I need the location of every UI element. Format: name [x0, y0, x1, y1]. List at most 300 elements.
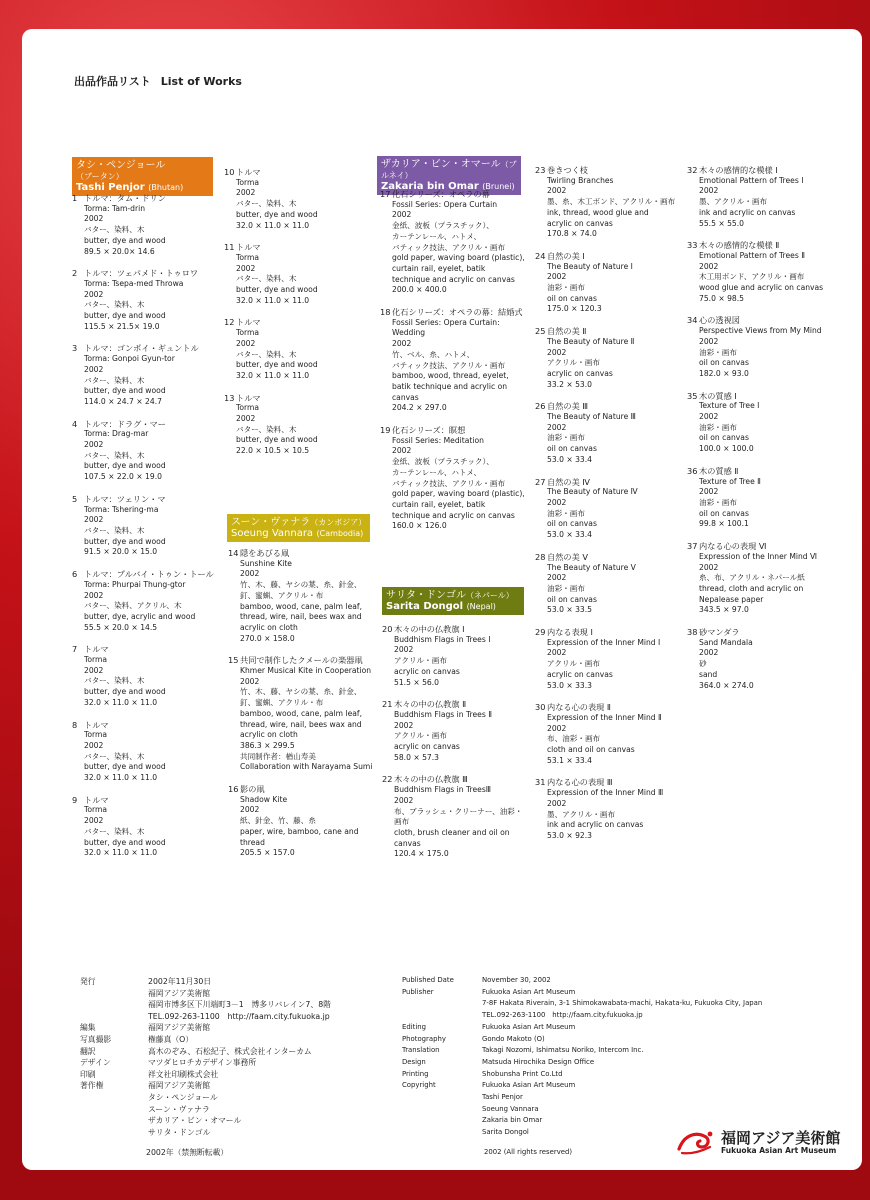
work-detail-line: 共同制作者：楢山寿美 [240, 751, 316, 761]
colophon-value: Soeung Vannara [482, 1104, 539, 1113]
work-detail-line: バター、染料、木 [84, 525, 145, 535]
work-number: 33 [687, 240, 698, 251]
work-detail-line: curtain rail, eyelet, batik [392, 263, 486, 273]
colophon-row [80, 1022, 331, 1034]
work-number: 30 [535, 702, 546, 713]
museum-logo-icon [676, 1127, 718, 1157]
colophon-row [402, 1104, 762, 1116]
work-detail-line: 53.0 × 33.4 [547, 454, 593, 464]
work-title-jp: トルマ [236, 392, 261, 403]
work-detail-line: Fossil Series: Opera Curtain: [392, 317, 500, 327]
work-detail-line: Torma [236, 328, 260, 338]
work-title-jp: トルマ：ツェパメド・トゥロワ [84, 268, 199, 279]
museum-logo-en: Fukuoka Asian Art Museum [721, 1145, 837, 1155]
work-detail-line: oil on canvas [699, 508, 749, 518]
work-detail-line: thread, wire, nail, bees wax and [240, 719, 362, 729]
work-number: 26 [535, 401, 546, 412]
work-detail-line: Torma: Phurpai Thung-gtor [84, 579, 186, 589]
work-detail-line: 2002 [699, 487, 719, 497]
work-number: 11 [224, 242, 235, 253]
colophon-label [80, 1127, 148, 1139]
work-detail-line: 170.8 × 74.0 [547, 229, 597, 239]
work-title-jp: トルマ：プルバイ・トゥン・トール [84, 569, 214, 580]
work-detail-line: butter, dye and wood [84, 311, 166, 321]
work-item [382, 774, 522, 860]
colophon-label: Copyright [402, 1081, 436, 1090]
artist-country-jp: （ブータン） [76, 172, 124, 181]
work-detail-line: カーテンレール、ハトメ、 [392, 467, 482, 477]
work-item [535, 401, 675, 465]
work-detail-line: Torma [84, 655, 108, 665]
artist-name-en: Sarita Dongol [386, 601, 464, 612]
work-number: 4 [72, 418, 78, 429]
work-title-jp: 木々の感情的な模様 Ⅱ [699, 240, 780, 251]
work-detail-line: 58.0 × 57.3 [394, 752, 440, 762]
colophon-value: Fukuoka Asian Art Museum [482, 987, 576, 996]
work-detail-line: 墨、糸、木工ボンド、アクリル・画布 [547, 197, 676, 207]
colophon-label [80, 1115, 148, 1127]
colophon-value: Zakaria bin Omar [482, 1116, 543, 1125]
work-title-jp: 内なる心の表現 Ⅱ [547, 702, 611, 713]
work-detail-line: thread, cloth and acrylic on [699, 583, 804, 593]
work-detail-line: バティック技法、アクリル・画布 [392, 360, 506, 370]
work-detail-line: thread, wire, nail, bees wax and [240, 612, 362, 622]
colophon-value: ザカリア・ビン・オマール [148, 1116, 242, 1126]
works-column-5 [687, 165, 823, 702]
work-detail-line: oil on canvas [547, 293, 597, 303]
work-detail-line: butter, dye and wood [84, 386, 166, 396]
work-detail-line: 107.5 × 22.0 × 19.0 [84, 472, 162, 482]
work-detail-line: 2002 [84, 665, 104, 675]
work-item [224, 167, 318, 231]
colophon-value: 福岡アジア美術館 [148, 1023, 211, 1033]
work-detail-line: ink and acrylic on canvas [547, 820, 644, 830]
work-number: 28 [535, 551, 546, 562]
work-detail-line: 2002 [699, 648, 719, 658]
work-detail-line: Nepalease paper [699, 594, 764, 604]
work-detail-line: 53.0 × 33.5 [547, 605, 593, 615]
work-title-jp: 共同で制作したクメールの楽器凧 [240, 655, 363, 666]
work-item [228, 548, 372, 644]
work-item [72, 494, 214, 558]
work-detail-line: バター、染料、木 [84, 300, 145, 310]
colophon-row [402, 1080, 762, 1092]
work-item [535, 165, 675, 240]
work-item [224, 242, 318, 306]
work-detail-line: The Beauty of Nature Ⅳ [547, 487, 638, 497]
work-detail-line: バター、染料、木 [84, 826, 145, 836]
work-number: 12 [224, 317, 235, 328]
work-detail-line: 99.8 × 100.1 [699, 519, 749, 529]
work-detail-line: 墨、アクリル・画布 [547, 809, 616, 819]
work-detail-line: Emotional Pattern of Trees Ⅰ [699, 175, 804, 185]
work-detail-line: 2002 [547, 573, 567, 583]
artist-country-jp: （ブルネイ） [381, 160, 517, 180]
colophon-row [80, 1034, 331, 1046]
work-detail-line: 2002 [240, 569, 260, 579]
work-detail-line: technique and acrylic on canvas [392, 274, 515, 284]
artist-country-en: (Nepal) [466, 602, 496, 611]
colophon-label [402, 1127, 482, 1139]
colophon-label [80, 988, 148, 1000]
work-detail-line: 32.0 × 11.0 × 11.0 [236, 370, 310, 380]
work-detail-line: 75.0 × 98.5 [699, 293, 745, 303]
work-detail-line: 油彩・画布 [699, 422, 737, 432]
work-detail-line: acrylic on canvas [394, 742, 460, 752]
work-detail-line: バター、染料、木 [84, 751, 145, 761]
work-detail-line: Buddhism Flags in Trees Ⅰ [394, 634, 491, 644]
work-detail-line: butter, dye and wood [84, 461, 166, 471]
work-title-jp: 木々の中の仏教旗 Ⅰ [394, 624, 465, 634]
work-title-jp: 内なる表現 Ⅰ [547, 627, 593, 638]
work-detail-line: Torma [236, 403, 260, 413]
work-detail-line: 53.0 × 92.3 [547, 830, 593, 840]
colophon-value: 高木のぞみ、石松紀子、株式会社インターカム [148, 1046, 312, 1056]
work-number: 16 [228, 784, 239, 795]
works-column-1 [72, 193, 214, 870]
work-detail-line: 2002 [394, 795, 414, 805]
work-detail-line: 2002 [84, 289, 104, 299]
work-number: 24 [535, 250, 546, 261]
work-detail-line: バター、染料、アクリル、木 [84, 601, 182, 611]
work-item [224, 317, 318, 381]
colophon-row [80, 1069, 331, 1081]
work-title-jp: 木々の中の仏教旗 Ⅲ [394, 774, 468, 785]
colophon-value: 福岡アジア美術館 [148, 988, 211, 998]
work-detail-line: バター、染料、木 [84, 225, 145, 235]
work-detail-line: バティック技法、アクリル・画布 [392, 478, 506, 488]
work-detail-line: 木工用ボンド、アクリル・画布 [699, 272, 805, 282]
work-detail-line: 32.0 × 11.0 × 11.0 [236, 295, 310, 305]
colophon-row [402, 1034, 762, 1046]
work-detail-line: 2002 [699, 562, 719, 572]
work-item [380, 425, 525, 532]
museum-logo-jp: 福岡アジア美術館 [721, 1128, 841, 1147]
work-detail-line: 55.5 × 20.0 × 14.5 [84, 622, 158, 632]
work-detail-line: Torma: Tsepa-med Throwa [84, 278, 184, 288]
work-detail-line: 釘、蜜蝋、アクリル・布 [240, 590, 324, 600]
work-detail-line: 22.0 × 10.5 × 10.5 [236, 446, 310, 456]
work-detail-line: Torma: Tam-drin [84, 203, 146, 213]
work-detail-line: bamboo, wood, cane, palm leaf, [240, 601, 363, 611]
colophon-en-footer: 2002 (All rights reserved) [484, 1148, 573, 1156]
colophon-label: Printing [402, 1069, 429, 1078]
colophon-value: 福岡アジア美術館 [148, 1081, 211, 1091]
colophon-label [402, 1010, 482, 1022]
work-number: 8 [72, 719, 78, 730]
colophon-row [80, 999, 331, 1011]
work-detail-line: 竹、ベル、糸、ハトメ、 [392, 349, 475, 359]
work-detail-line: 2002 [84, 816, 104, 826]
work-number: 23 [535, 165, 546, 175]
work-detail-line: アクリル・画布 [394, 656, 447, 666]
colophon-label: 翻訳 [80, 1046, 96, 1056]
colophon-row [402, 987, 762, 999]
work-detail-line: 油彩・画布 [547, 583, 585, 593]
colophon-row [80, 1115, 331, 1127]
work-detail-line: canvas [394, 838, 421, 848]
work-item [72, 193, 214, 257]
colophon-value: Takagi Nozomi, Ishimatsu Noriko, Intercom Inc. [482, 1046, 644, 1055]
colophon-row [80, 976, 331, 988]
work-detail-line: Expression of the Inner Mind Ⅵ [699, 551, 818, 561]
work-item [687, 240, 823, 304]
work-detail-line: 布、油彩・画布 [547, 734, 601, 744]
works-column-2b [228, 548, 372, 870]
work-item [535, 552, 675, 616]
work-detail-line: 55.5 × 55.0 [699, 218, 745, 228]
work-detail-line: 竹、木、藤、ヤシの葉、糸、針金、 [240, 687, 362, 697]
colophon-value: タシ・ペンジョール [148, 1092, 218, 1102]
work-detail-line: oil on canvas [699, 433, 749, 443]
work-item [228, 784, 372, 859]
work-item [72, 343, 214, 407]
colophon-value: Fukuoka Asian Art Museum [482, 1022, 576, 1031]
colophon-value: 祥文社印刷株式会社 [148, 1069, 219, 1079]
colophon-value: TEL.092-263-1100 http://faam.city.fukuoka.jp [148, 1011, 330, 1021]
work-item [224, 393, 318, 457]
work-detail-line: 2002 [84, 214, 104, 224]
work-title-jp: トルマ：ドラグ・マー [84, 418, 166, 429]
work-detail-line: butter, dye and wood [84, 235, 166, 245]
work-number: 38 [687, 627, 698, 638]
colophon-label: Published Date [402, 976, 454, 984]
work-title-jp: 化石シリーズ：瞑想 [392, 425, 466, 436]
work-detail-line: butter, dye and wood [84, 762, 166, 772]
work-detail-line: 2002 [699, 186, 719, 196]
colophon-en [402, 975, 762, 1139]
colophon-label [402, 1104, 482, 1116]
work-detail-line: 114.0 × 24.7 × 24.7 [84, 396, 162, 406]
work-detail-line: Wedding [392, 328, 426, 338]
work-title-jp: 木の質感 Ⅰ [699, 390, 737, 401]
work-detail-line: Buddhism Flags in Trees Ⅱ [394, 709, 492, 719]
work-detail-line: 89.5 × 20.0× 14.6 [84, 246, 155, 256]
work-title-jp: 内なる心の表現 Ⅲ [547, 777, 613, 788]
work-detail-line: バター、染料、木 [236, 274, 297, 284]
work-detail-line: 51.5 × 56.0 [394, 677, 440, 687]
work-number: 6 [72, 569, 78, 580]
work-detail-line: bamboo, wood, cane, palm leaf, [240, 708, 363, 718]
work-detail-line: acrylic on cloth [240, 730, 298, 740]
work-detail-line: バター、染料、木 [84, 450, 145, 460]
artist-country-en: (Bhutan) [148, 183, 184, 192]
work-item [687, 391, 823, 455]
work-detail-line: acrylic on canvas [547, 669, 613, 679]
work-detail-line: 53.0 × 33.4 [547, 530, 593, 540]
work-number: 22 [382, 774, 393, 785]
work-detail-line: 油彩・画布 [699, 497, 737, 507]
work-title-jp: 木々の感情的な模様 Ⅰ [699, 165, 778, 175]
work-item [687, 165, 823, 229]
colophon-label: Editing [402, 1022, 426, 1031]
work-item [687, 466, 823, 530]
work-detail-line: 油彩・画布 [547, 433, 585, 443]
work-detail-line: バター、染料、木 [236, 424, 297, 434]
colophon-value: Matsuda Hirochika Design Office [482, 1057, 595, 1066]
work-detail-line: oil on canvas [699, 358, 749, 368]
colophon-label [402, 998, 482, 1010]
work-item [380, 189, 525, 296]
work-detail-line: Torma [84, 730, 108, 740]
work-detail-line: Expression of the Inner Mind Ⅰ [547, 637, 661, 647]
work-item [380, 307, 525, 414]
colophon-value: 福岡市博多区下川端町3－1 博多リバレイン7、8階 [148, 1000, 331, 1010]
work-detail-line: 2002 [699, 336, 719, 346]
work-detail-line: oil on canvas [547, 444, 597, 454]
colophon-row [80, 1080, 331, 1092]
work-detail-line: Expression of the Inner Mind Ⅱ [547, 712, 662, 722]
work-detail-line: 2002 [84, 740, 104, 750]
work-detail-line: 100.0 × 100.0 [699, 444, 754, 454]
work-item [382, 624, 522, 688]
work-item [535, 326, 675, 390]
work-detail-line: 175.0 × 120.3 [547, 304, 602, 314]
work-item [535, 627, 675, 691]
work-detail-line: 砂 [699, 659, 707, 669]
work-detail-line: 160.0 × 126.0 [392, 521, 447, 531]
work-item [535, 251, 675, 315]
work-detail-line: バター、染料、木 [236, 349, 297, 359]
work-number: 34 [687, 315, 698, 326]
artist-country-jp: （カンボジア） [310, 518, 367, 527]
colophon-row [80, 1092, 331, 1104]
colophon-row [80, 988, 331, 1000]
work-title-jp: トルマ [84, 644, 109, 655]
work-detail-line: 2002 [84, 590, 104, 600]
colophon-value: Tashi Penjor [482, 1093, 523, 1102]
work-detail-line: butter, dye and wood [236, 209, 318, 219]
work-detail-line: 2002 [240, 676, 260, 686]
work-detail-line: 布、ブラッシュ・クリーナー、油彩・ [394, 806, 523, 816]
work-detail-line: Collaboration with Narayama Sumi [240, 762, 373, 772]
work-detail-line: 2002 [84, 515, 104, 525]
colophon-row [80, 1057, 331, 1069]
work-item [228, 655, 372, 773]
work-title-jp: 自然の美 Ⅳ [547, 476, 590, 487]
artist-country-jp: （ネパール） [466, 591, 514, 600]
work-detail-line: curtain rail, eyelet, batik [392, 499, 486, 509]
work-detail-line: 2002 [699, 412, 719, 422]
work-detail-line: The Beauty of Nature Ⅱ [547, 336, 635, 346]
work-detail-line: 182.0 × 93.0 [699, 368, 749, 378]
work-item [687, 541, 823, 616]
work-detail-line: アクリル・画布 [394, 731, 447, 741]
work-detail-line: 364.0 × 274.0 [699, 680, 754, 690]
page-title-jp: 出品作品リスト [74, 75, 151, 88]
colophon-value: November 30, 2002 [482, 976, 551, 984]
work-detail-line: butter, dye and wood [84, 687, 166, 697]
work-detail-line: Torma: Gonpoi Gyun-tor [84, 354, 175, 364]
colophon-row [402, 1115, 762, 1127]
work-detail-line: ink, thread, wood glue and [547, 207, 649, 217]
work-item [535, 702, 675, 766]
work-detail-line: Perspective Views from My Mind [699, 326, 822, 336]
work-detail-line: 91.5 × 20.0 × 15.0 [84, 547, 158, 557]
colophon-label [80, 1104, 148, 1116]
work-detail-line: 115.5 × 21.5× 19.0 [84, 321, 160, 331]
artist-country-en: (Cambodia) [316, 529, 364, 538]
work-detail-line: butter, dye, acrylic and wood [84, 611, 196, 621]
work-number: 7 [72, 644, 78, 655]
work-number: 17 [380, 189, 391, 199]
work-detail-line: Khmer Musical Kite in Cooperation [240, 666, 372, 676]
work-number: 3 [72, 343, 78, 354]
colophon-row [402, 1022, 762, 1034]
colophon-value: Fukuoka Asian Art Museum [482, 1081, 576, 1090]
work-detail-line: batik technique and acrylic on [392, 381, 508, 391]
colophon-row [80, 1127, 331, 1139]
colophon-value: マツダヒロチカデザイン事務所 [148, 1058, 257, 1068]
colophon-label: 写真撮影 [80, 1034, 112, 1044]
work-detail-line: butter, dye and wood [236, 435, 318, 445]
work-title-jp: 木々の中の仏教旗 Ⅱ [394, 699, 467, 710]
colophon-label: デザイン [80, 1058, 111, 1068]
work-item [535, 477, 675, 541]
work-detail-line: 2002 [240, 805, 260, 815]
work-detail-line: バター、染料、木 [236, 199, 297, 209]
work-detail-line: The Beauty of Nature Ⅰ [547, 261, 633, 271]
work-detail-line: oil on canvas [547, 594, 597, 604]
artist-header-sarita-dongol [382, 587, 524, 615]
artist-name-en: Soeung Vannara [231, 528, 314, 539]
colophon-row [80, 1011, 331, 1023]
work-title-jp: 木の質感 Ⅱ [699, 465, 739, 476]
work-title-jp: 隠をあびる凧 [240, 548, 290, 558]
work-item [72, 644, 214, 708]
work-detail-line: 2002 [547, 497, 567, 507]
work-detail-line: 2002 [547, 798, 567, 808]
work-detail-line: 270.0 × 158.0 [240, 633, 295, 643]
colophon-value: Sarita Dongol [482, 1128, 529, 1137]
work-number: 31 [535, 777, 546, 788]
work-detail-line: 120.4 × 175.0 [394, 849, 449, 859]
work-detail-line: 205.5 × 157.0 [240, 848, 295, 858]
work-number: 15 [228, 655, 239, 666]
work-detail-line: technique and acrylic on canvas [392, 510, 515, 520]
work-number: 20 [382, 624, 393, 634]
work-item [687, 315, 823, 379]
work-detail-line: acrylic on canvas [547, 368, 613, 378]
colophon-row [402, 998, 762, 1010]
work-number: 25 [535, 326, 546, 337]
work-detail-line: cloth, brush cleaner and oil on [394, 827, 510, 837]
colophon-value: 7-8F Hakata Riverain, 3-1 Shimokawabata-machi, Hakata-ku, Fukuoka City, Japan [482, 999, 763, 1008]
work-number: 32 [687, 165, 698, 175]
work-title-jp: 内なる心の表現 Ⅵ [699, 541, 767, 552]
work-item [72, 720, 214, 784]
work-detail-line: 2002 [236, 188, 256, 198]
work-title-jp: トルマ：ツェリン・マ [84, 493, 166, 504]
work-detail-line: butter, dye and wood [236, 360, 318, 370]
work-detail-line: gold paper, waving board (plastic), [392, 253, 525, 263]
work-detail-line: 32.0 × 11.0 × 11.0 [84, 773, 158, 783]
artist-header-soeung-vannara [227, 514, 370, 542]
work-detail-line: 2002 [84, 364, 104, 374]
work-number: 13 [224, 392, 235, 403]
artist-name-jp: スーン・ヴァナラ [231, 517, 311, 528]
work-detail-line: 2002 [547, 186, 567, 196]
work-item [687, 627, 823, 691]
work-item [72, 419, 214, 483]
work-detail-line: Torma [236, 177, 260, 187]
work-detail-line: Sunshine Kite [240, 558, 292, 568]
work-title-jp: トルマ：タム・ドリン [84, 193, 166, 203]
work-detail-line: The Beauty of Nature Ⅲ [547, 412, 636, 422]
work-detail-line: butter, dye and wood [84, 536, 166, 546]
work-detail-line: 2002 [699, 261, 719, 271]
work-detail-line: 2002 [394, 645, 414, 655]
